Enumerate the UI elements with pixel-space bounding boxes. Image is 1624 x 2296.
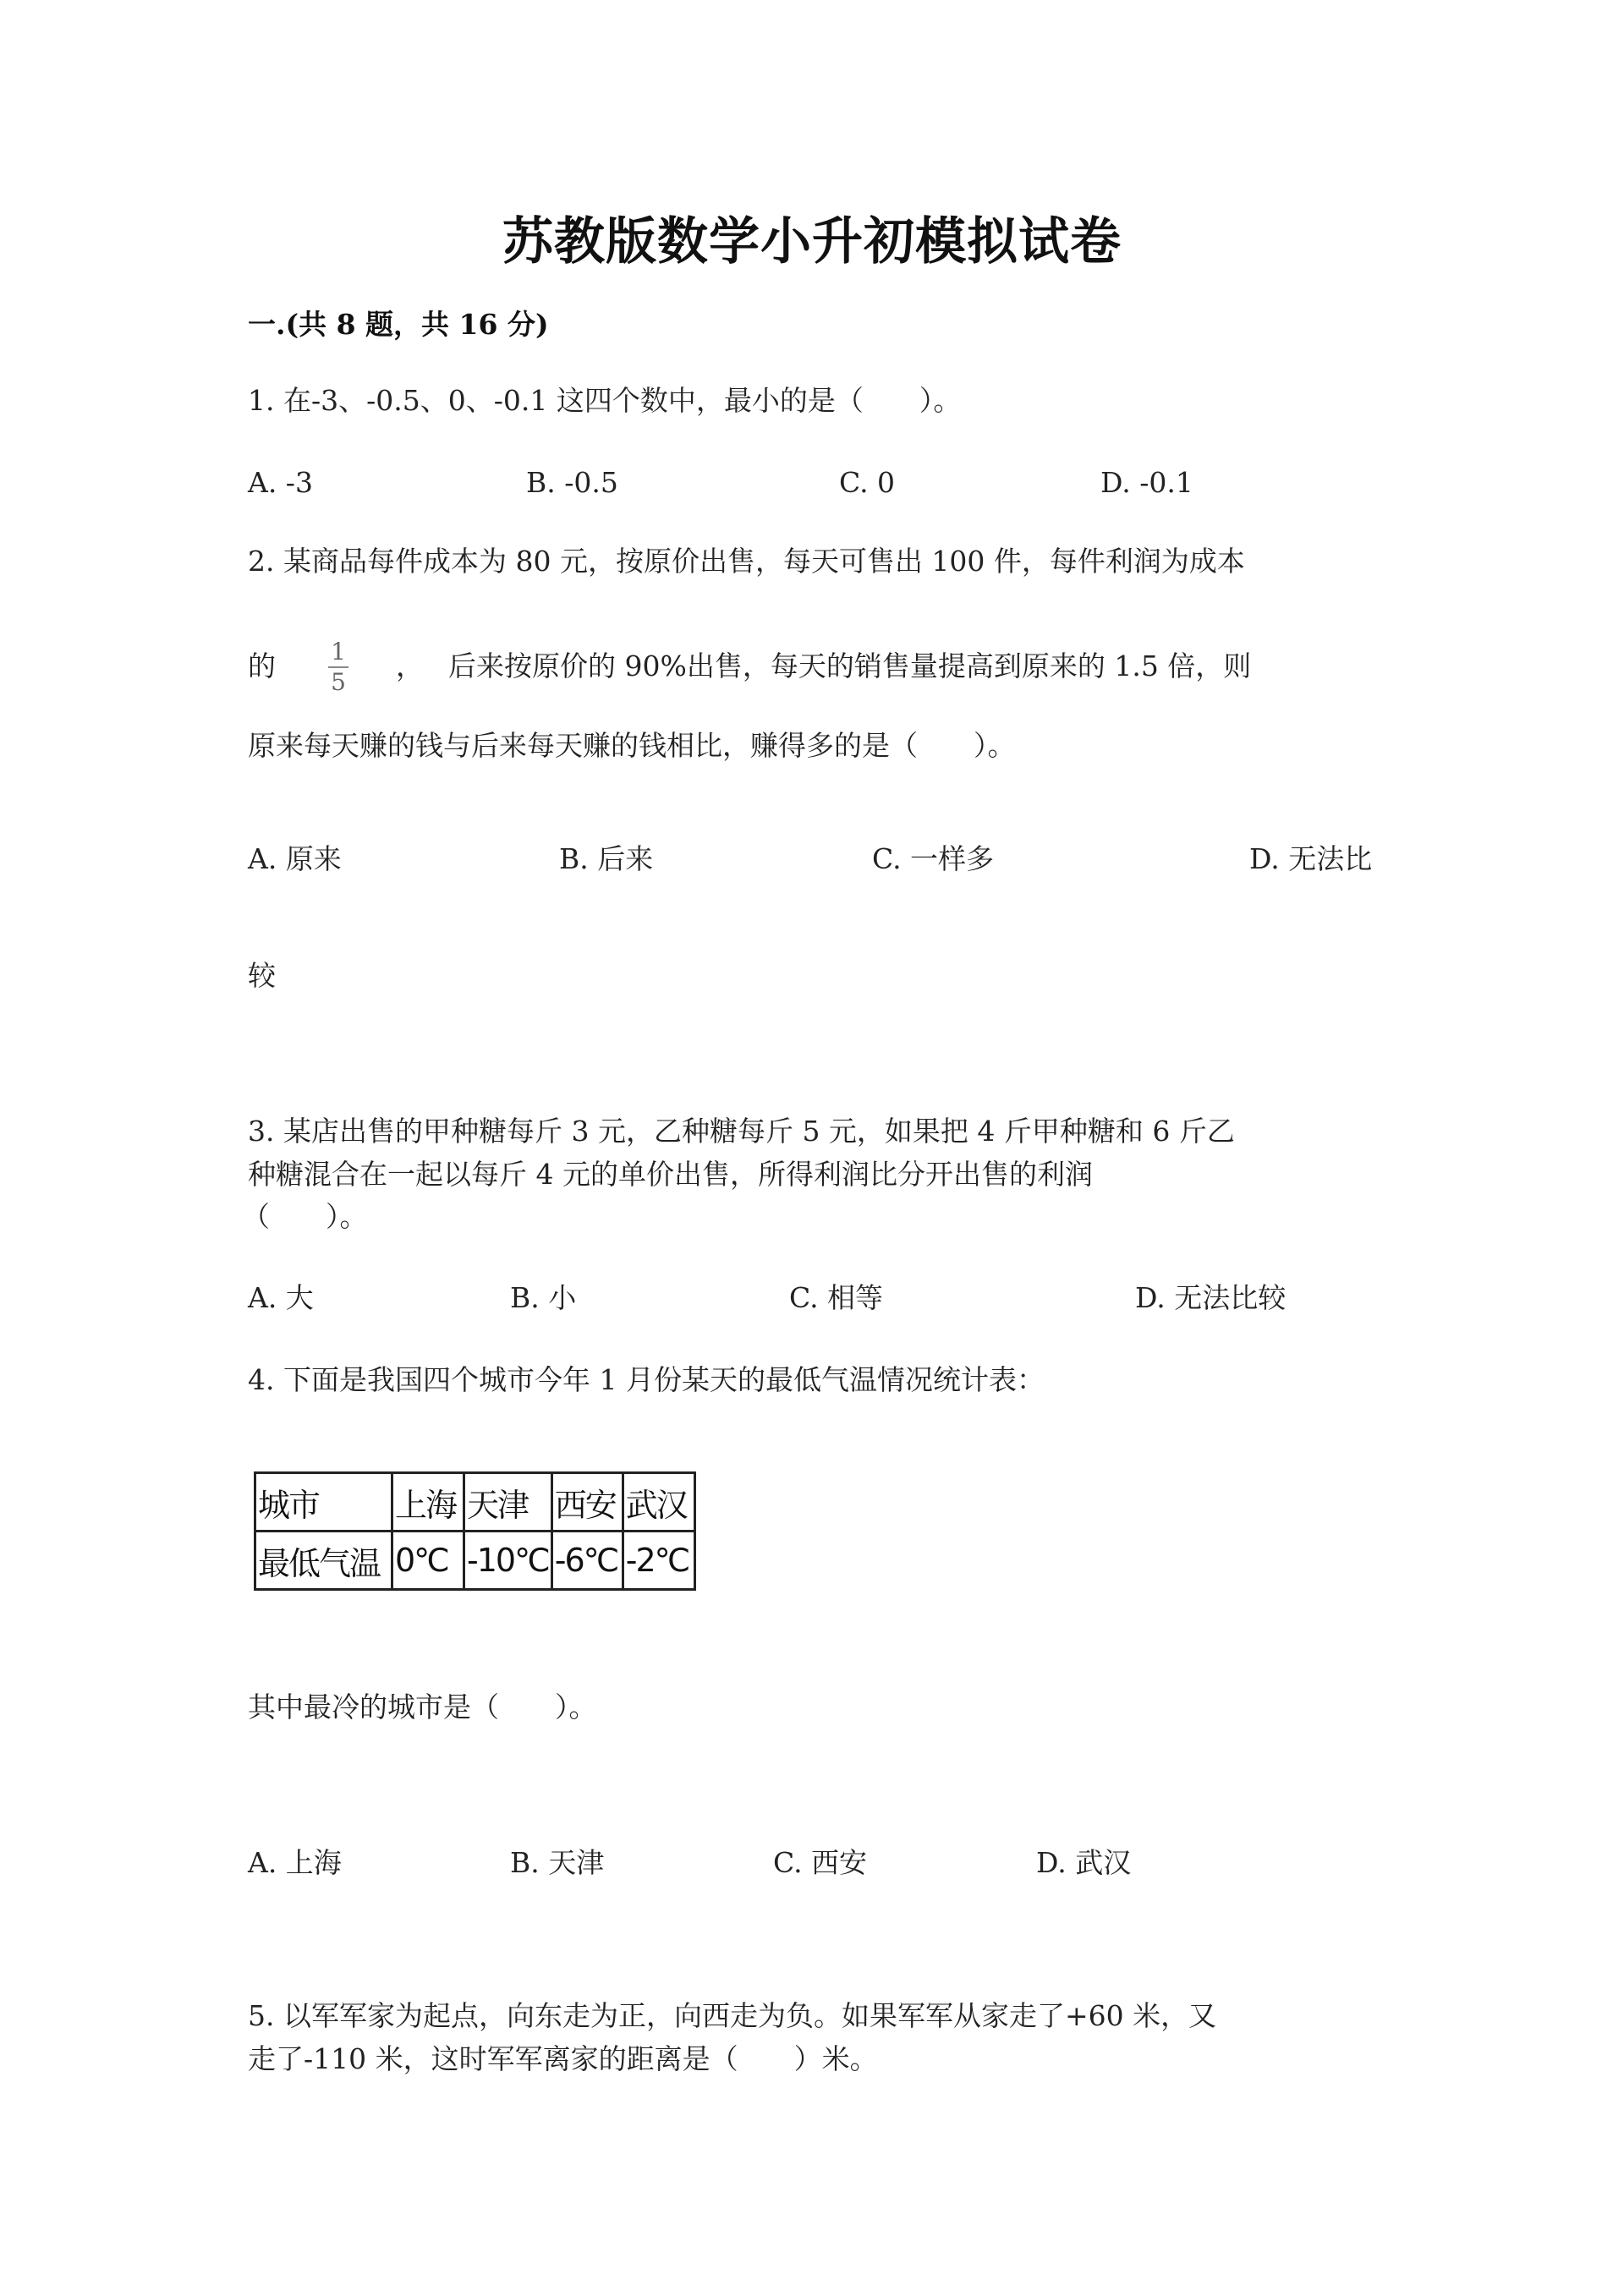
- question-2-text-line-1: 2. 某商品每件成本为 80 元，按原价出售，每天可售出 100 件，每件利润为成本: [248, 545, 1245, 578]
- fraction-numerator: 1: [331, 638, 346, 666]
- section-heading: 一.(共 8 题，共 16 分): [248, 308, 549, 341]
- table-cell: 西安: [551, 1473, 623, 1532]
- table-cell: -6℃: [551, 1532, 623, 1590]
- question-4-option-c[interactable]: C. 西安: [773, 1846, 868, 1879]
- question-2-comma: ，: [396, 649, 424, 682]
- question-1-option-c[interactable]: C. 0: [839, 466, 896, 499]
- temperature-table: [254, 1471, 696, 1591]
- question-2-option-b[interactable]: B. 后来: [559, 842, 654, 875]
- question-1-option-d[interactable]: D. -0.1: [1100, 466, 1193, 499]
- table-row: [255, 1532, 695, 1590]
- question-2-option-a[interactable]: A. 原来: [248, 842, 342, 875]
- table-cell: -10℃: [464, 1532, 552, 1590]
- question-1-option-b[interactable]: B. -0.5: [526, 466, 618, 499]
- question-1-text: 1. 在-3、-0.5、0、-0.1 这四个数中，最小的是（ ）。: [248, 384, 962, 417]
- table-cell: 最低气温: [255, 1532, 392, 1590]
- question-2-text-line-3: 原来每天赚的钱与后来每天赚的钱相比，赚得多的是（ ）。: [248, 729, 1016, 762]
- question-5-text-line-1: 5. 以军军家为起点，向东走为正，向西走为负。如果军军从家走了+60 米，又: [248, 1999, 1217, 2032]
- table-cell: 武汉: [623, 1473, 694, 1532]
- table-cell: 0℃: [392, 1532, 464, 1590]
- page-title: 苏教版数学小升初模拟试卷: [502, 212, 1122, 271]
- question-2-text-de: 的: [248, 649, 276, 682]
- table-header-row: [255, 1473, 695, 1532]
- table-cell: -2℃: [623, 1532, 694, 1590]
- question-4-option-a[interactable]: A. 上海: [248, 1846, 342, 1879]
- question-3-text-line-3: （ ）。: [242, 1200, 368, 1233]
- question-3-option-a[interactable]: A. 大: [248, 1281, 314, 1314]
- question-3-text-line-2: 种糖混合在一起以每斤 4 元的单价出售，所得利润比分开出售的利润: [248, 1158, 1093, 1191]
- question-3-option-c[interactable]: C. 相等: [789, 1281, 884, 1314]
- question-4-option-b[interactable]: B. 天津: [510, 1846, 605, 1879]
- question-4-prompt: 其中最冷的城市是（ ）。: [248, 1690, 597, 1723]
- table-cell: 城市: [255, 1473, 392, 1532]
- question-5-text-line-2: 走了-110 米，这时军军离家的距离是（ ）米。: [248, 2042, 878, 2075]
- question-4-text: 4. 下面是我国四个城市今年 1 月份某天的最低气温情况统计表：: [248, 1363, 1045, 1396]
- question-4-option-d[interactable]: D. 武汉: [1036, 1846, 1132, 1879]
- question-1-option-a[interactable]: A. -3: [248, 466, 313, 499]
- table-cell: 上海: [392, 1473, 464, 1532]
- question-2-option-c[interactable]: C. 一样多: [872, 842, 995, 875]
- question-2-option-d-wrap: 较: [248, 959, 276, 992]
- question-3-text-line-1: 3. 某店出售的甲种糖每斤 3 元，乙种糖每斤 5 元，如果把 4 斤甲种糖和 6 斤乙: [248, 1115, 1235, 1148]
- question-2-text-line-2: 后来按原价的 90%出售，每天的销售量提高到原来的 1.5 倍，则: [448, 649, 1252, 682]
- fraction-one-fifth: [326, 639, 351, 695]
- question-3-option-b[interactable]: B. 小: [510, 1281, 577, 1314]
- question-2-option-d[interactable]: D. 无法比: [1249, 842, 1373, 875]
- question-3-option-d[interactable]: D. 无法比较: [1135, 1281, 1287, 1314]
- table-cell: 天津: [464, 1473, 552, 1532]
- fraction-denominator: 5: [331, 668, 346, 696]
